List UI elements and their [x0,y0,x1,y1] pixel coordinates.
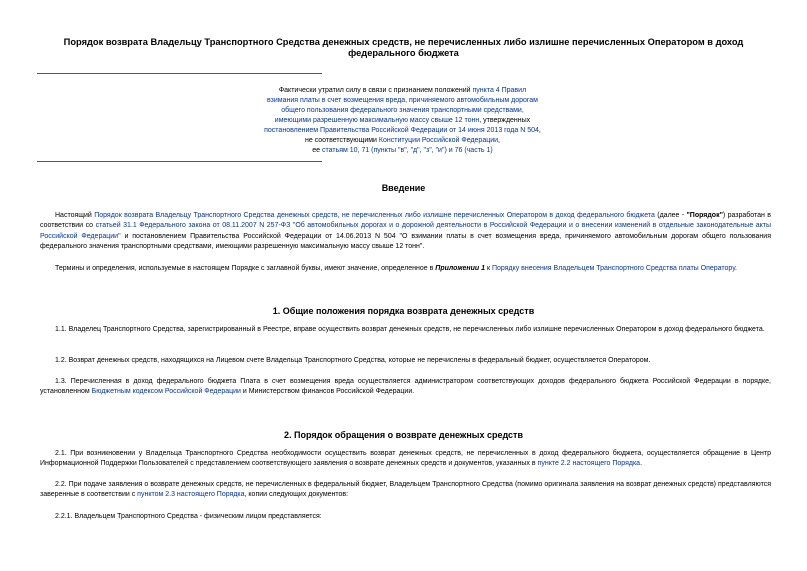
notice-text: не соответствующими [304,137,379,144]
paragraph-text: к [485,265,492,272]
paragraph-text: ) разработан в соответствии со [40,212,771,230]
notice-text: , [498,137,500,144]
notice-link-constitution[interactable]: Конституции Российской Федерации [378,137,499,144]
paragraph-text: 2.2. При подаче заявления о возврате денежных средств, не перечисленных в федеральный бюджет, Владельцем Транспортного Средства (помимо оригинала заявления на возврат денежных средств) представляются заверенные в соответствии с [40,481,771,499]
paragraph-text: (далее - [654,212,687,219]
notice-link-rules-point4[interactable]: пункта 4 Правил [472,87,527,94]
intro-paragraph-1 [40,211,771,253]
notice-link-articles[interactable]: статьям 10, 71 (пункты "в", "д", "з", "и") и 76 (часть 1) [322,147,493,154]
notice-link-rules[interactable]: взимания платы в счет возмещения вреда, причиняемого автомобильным дорогам [267,97,538,104]
link-point-2-2[interactable]: пункте 2.2 настоящего Порядка [537,460,641,468]
notice-text: , [538,127,541,134]
paragraph-text: и постановлением Правительства Российской Федерации от 14.06.2013 N 504 "О взимании платы в счет возмещения вреда, причиняемого автомобильным дорогам общего пользования федерального значения транспортными средствами, имеющими разрешенную максимальную массу свыше 12 тонн". [40,232,771,251]
notice-text: , утвержденных [479,117,531,124]
paragraph-2-2-1: 2.2.1. Владельцем Транспортного Средства - физическим лицом представляется: [55,513,322,520]
notice-text: ее [312,147,322,154]
notice-link-resolution-504[interactable]: постановлением Правительства Российской Федерации от 14 июня 2013 года N 504 [264,127,539,134]
link-point-2-3[interactable]: пунктом 2.3 настоящего Порядка [137,491,245,499]
term-procedure: "Порядок" [686,212,723,219]
paragraph-text: . [735,265,737,272]
paragraph-text: , копии следующих документов: [244,491,349,499]
paragraph-2-1 [40,449,771,470]
intro-paragraph-2 [40,264,771,274]
paragraph-1-1: 1.1. Владелец Транспортного Средства, зарегистрированный в Реестре, вправе осуществить возврат денежных средств, не перечисленных либо излишне перечисленных Оператором в доход федерального бюджета. [55,326,765,333]
paragraph-text: Настоящий [55,212,95,219]
section-heading-1: 1. Общие положения порядка возврата денежных средств [272,306,535,316]
link-federal-law-257[interactable]: статьей 31.1 Федерального закона от 08.11.2007 N 257-ФЗ "Об автомобильных дорогах и о дорожной деятельности в Российской Федерации и о внесении изменений в отдельные законодательные акты Российской Федерации" [40,222,771,240]
paragraph-text: и Министерством финансов Российской Федерации. [240,388,415,396]
link-budget-code[interactable]: Бюджетным кодексом Российской Федерации [91,388,241,396]
link-payment-procedure[interactable]: Порядку внесения Владельцем Транспортного Средства платы Оператору [491,265,736,272]
document-title: Порядок возврата Владельцу Транспортного Средства денежных средств, не перечисленных либо излишне перечисленных Оператором в доход федерального бюджета [63,37,744,58]
paragraph-2-2 [40,480,771,501]
divider-top [37,73,322,74]
paragraph-1-2: 1.2. Возврат денежных средств, находящихся на Лицевом счете Владельца Транспортного Средства, которые не перечислены в федеральный бюджет, осуществляется Оператором. [55,357,651,364]
notice-link-rules-2[interactable]: общего пользования федерального значения транспортными средствами, [281,107,524,114]
notice-text: Фактически утратил силу в связи с признанием положений [278,87,473,94]
paragraph-text: 2.1. При возникновении у Владельца Транспортного Средства необходимости осуществить возврат денежных средств, не перечисленных в доход федерального бюджета, осуществляется обращение в Центр Информационной Поддержки Пользователей с представлением соответствующего заявления о возврате денежных средств и документов, указанных в [40,450,771,468]
section-heading-intro: Введение [381,183,426,193]
paragraph-text: Термины и определения, используемые в настоящем Порядке с заглавной буквы, имеют значение, определенное в [55,265,436,272]
divider-bottom [37,161,322,162]
notice-link-rules-3[interactable]: имеющими разрешенную максимальную массу свыше 12 тонн [274,117,480,124]
section-heading-2: 2. Порядок обращения о возврате денежных средств [283,430,523,440]
paragraph-text: . [640,460,643,468]
link-procedure[interactable]: Порядок возврата Владельцу Транспортного Средства денежных средств, не перечисленных либо излишне перечисленных Оператором в доход федерального бюджета [94,212,655,219]
status-notice [200,86,605,156]
paragraph-1-3 [40,377,771,398]
appendix-ref: Приложении 1 [435,265,485,272]
paragraph-text: 1.3. Перечисленная в доход федерального бюджета Плата в счет возмещения вреда осуществляется администратором соответствующих доходов федерального бюджета Российской Федерации в порядке, установленном [40,378,771,396]
